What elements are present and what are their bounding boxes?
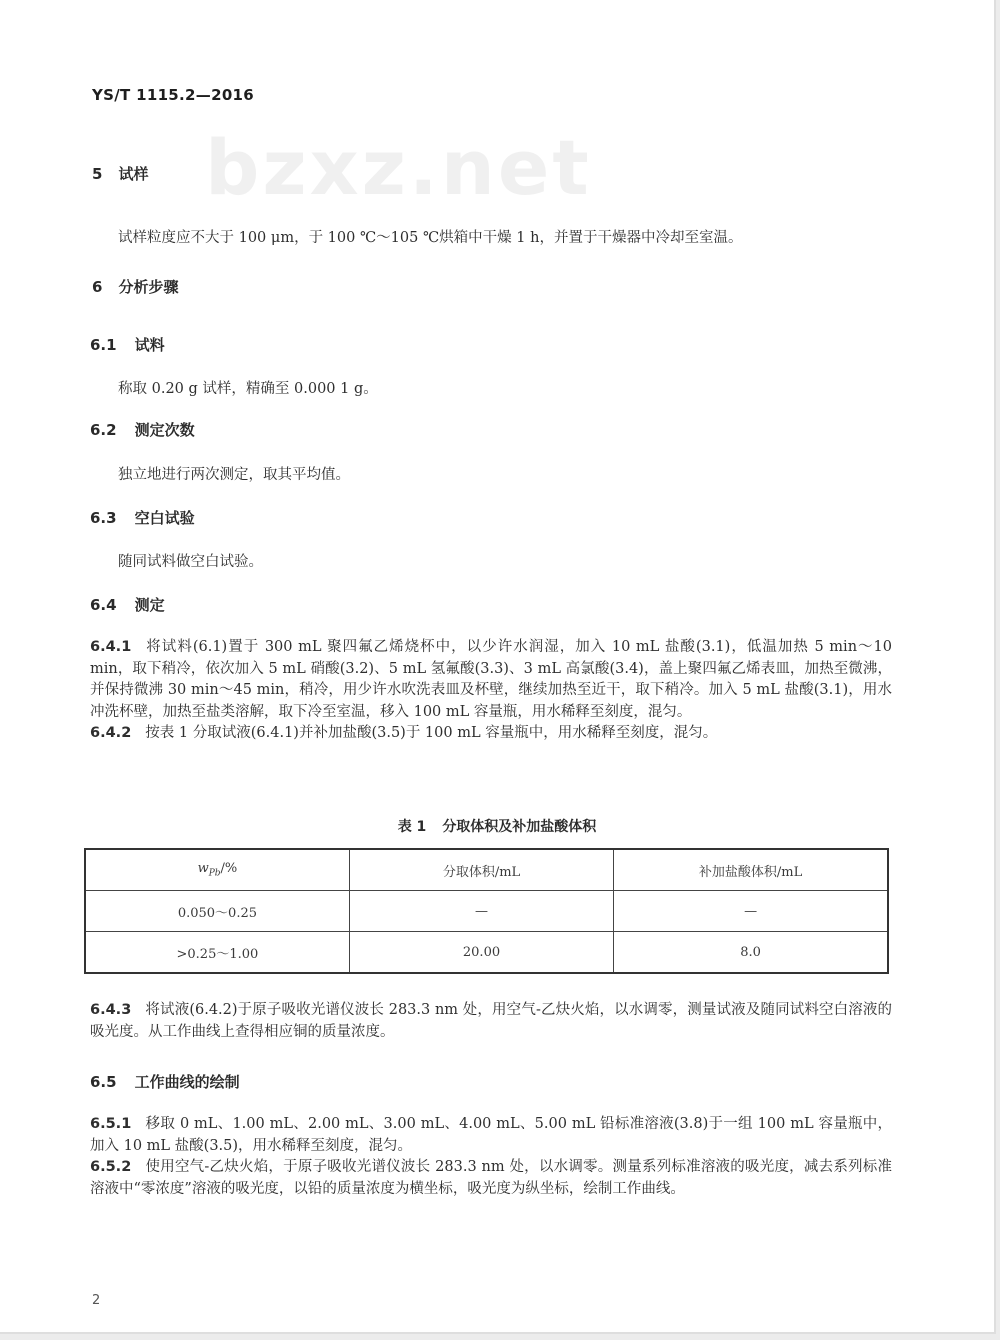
cell-hcl: — — [614, 891, 888, 932]
section-number: 6.4 — [90, 596, 117, 614]
clause-6-4-3 — [90, 1000, 892, 1043]
unit-percent: /% — [220, 861, 238, 877]
section-title: 分析步骤 — [118, 278, 179, 296]
header-mass-fraction — [85, 849, 349, 891]
section-title: 试样 — [118, 165, 149, 183]
clause-number: 6.4.3 — [90, 1002, 132, 1018]
cell-range: >0.25～1.00 — [85, 932, 349, 974]
table-row — [85, 932, 888, 974]
clause-group-6-4-1 — [90, 637, 892, 745]
section-6-5-heading — [90, 1071, 240, 1092]
clause-text: 按表 1 分取试液(6.4.1)并补加盐酸(3.5)于 100 mL 容量瓶中，用水稀释至刻度，混匀。 — [145, 725, 718, 741]
clause-number: 6.5.1 — [90, 1116, 132, 1132]
table-1 — [84, 848, 889, 974]
clause-group-6-5 — [90, 1114, 892, 1200]
section-title: 测定次数 — [134, 421, 195, 439]
clause-group-6-4-3 — [90, 1000, 892, 1043]
section-title: 测定 — [134, 596, 165, 614]
section-6-1-text: 称取 0.20 g 试样，精确至 0.000 1 g。 — [118, 381, 378, 397]
section-6-4-heading — [90, 594, 165, 615]
section-6-2-heading — [90, 419, 195, 440]
section-number: 6 — [92, 278, 103, 296]
clause-text: 移取 0 mL、1.00 mL、2.00 mL、3.00 mL、4.00 mL、5.00 mL 铅标准溶液(3.8)于一组 100 mL 容量瓶中，加入 10 mL 盐酸(3.5)，用水稀释至刻度，混匀。 — [90, 1116, 892, 1154]
section-title: 工作曲线的绘制 — [134, 1073, 240, 1091]
cell-range: 0.050～0.25 — [85, 891, 349, 932]
section-6-heading — [92, 276, 178, 297]
clause-number: 6.4.1 — [90, 639, 132, 655]
page-number: 2 — [92, 1293, 101, 1308]
subscript-pb: Pb — [208, 868, 221, 879]
watermark: bzxz.net — [205, 123, 592, 212]
clause-text: 将试料(6.1)置于 300 mL 聚四氟乙烯烧杯中，以少许水润湿，加入 10 mL 盐酸(3.1)，低温加热 5 min～10 min，取下稍冷，依次加入 5 mL 硝酸(3.2)、5 mL 氢氟酸(3.3)、3 mL 高氯酸(3.4)，盖上聚四氟乙烯表皿，加热至微沸，并保持微沸 30 min～45 min，稍冷，用少许水吹洗表皿及杯壁，继续加热至近干，取下稍冷。加入 5 mL 盐酸(3.1)，用水冲洗杯壁，加热至盐类溶解，取下冷至室温，移入 100 mL 容量瓶，用水稀释至刻度，混匀。 — [90, 639, 892, 720]
section-6-3-text: 随同试料做空白试验。 — [118, 554, 263, 570]
header-added-hcl-volume: 补加盐酸体积/mL — [614, 849, 888, 891]
section-6-2-text: 独立地进行两次测定，取其平均值。 — [118, 467, 350, 483]
standard-code: YS/T 1115.2—2016 — [92, 86, 255, 104]
cell-aliquot: 20.00 — [349, 932, 613, 974]
section-number: 6.5 — [90, 1073, 117, 1091]
section-5-text: 试样粒度应不大于 100 μm，于 100 ℃～105 ℃烘箱中干燥 1 h，并置于干燥器中冷却至室温。 — [118, 230, 743, 246]
section-6-3-heading — [90, 507, 195, 528]
table-header-row — [85, 849, 888, 891]
clause-6-4-1 — [90, 637, 892, 723]
symbol-w: w — [197, 861, 209, 877]
cell-aliquot: — — [349, 891, 613, 932]
header-aliquot-volume: 分取体积/mL — [349, 849, 613, 891]
clause-text: 使用空气-乙炔火焰，于原子吸收光谱仪波长 283.3 nm 处，以水调零。测量系列标准溶液的吸光度，减去系列标准溶液中“零浓度”溶液的吸光度，以铅的质量浓度为横坐标，吸光度为纵坐标，绘制工作曲线。 — [90, 1159, 892, 1197]
clause-6-5-1 — [90, 1114, 892, 1157]
clause-text: 将试液(6.4.2)于原子吸收光谱仪波长 283.3 nm 处，用空气-乙炔火焰，以水调零，测量试液及随同试料空白溶液的吸光度。从工作曲线上查得相应铜的质量浓度。 — [90, 1002, 892, 1040]
section-6-1-heading — [90, 334, 165, 355]
section-number: 6.3 — [90, 509, 117, 527]
table-row — [85, 891, 888, 932]
table-title: 分取体积及补加盐酸体积 — [442, 819, 597, 835]
table-number: 表 1 — [397, 819, 427, 835]
cell-hcl: 8.0 — [614, 932, 888, 974]
clause-number: 6.5.2 — [90, 1159, 132, 1175]
clause-6-5-2 — [90, 1157, 892, 1200]
table-1-caption — [0, 816, 994, 836]
section-number: 5 — [92, 165, 103, 183]
section-5-heading — [92, 163, 148, 184]
section-title: 空白试验 — [134, 509, 195, 527]
section-title: 试料 — [134, 336, 165, 354]
clause-number: 6.4.2 — [90, 725, 132, 741]
clause-6-4-2 — [90, 723, 892, 745]
section-number: 6.1 — [90, 336, 117, 354]
section-number: 6.2 — [90, 421, 117, 439]
